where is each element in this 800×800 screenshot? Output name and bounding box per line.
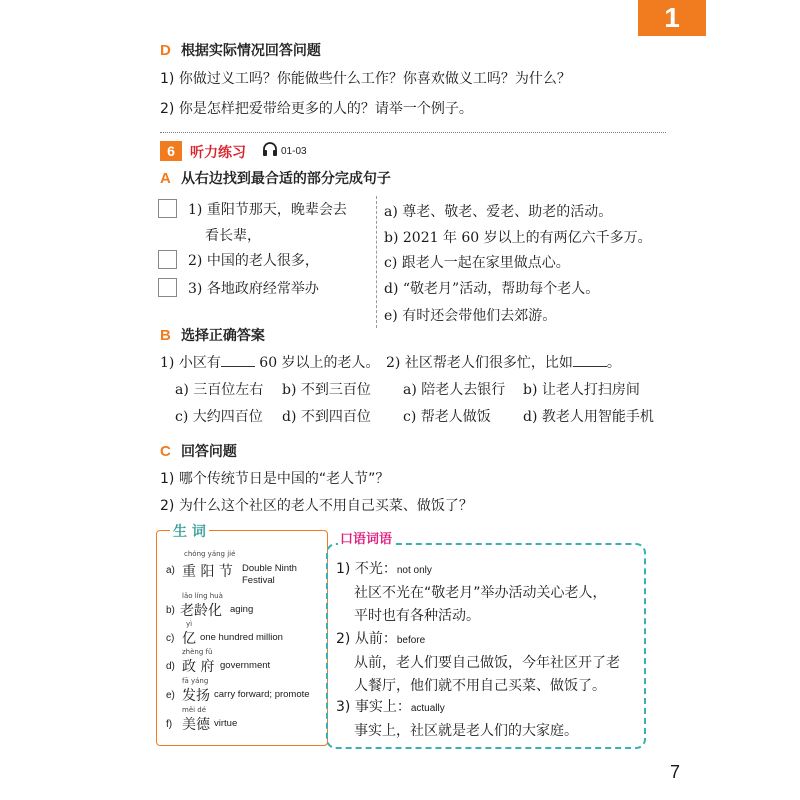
page-number: 7 [670, 762, 681, 782]
answer-blank-1[interactable] [221, 354, 255, 367]
oral-example-line: 平时也有各种活动。 [354, 608, 480, 624]
answer-box-3[interactable] [158, 278, 177, 297]
part-a-right-b: b) 2021 年 60 岁以上的有两亿六千多万。 [384, 230, 652, 246]
part-a-left-2: 2) 中国的老人很多， [188, 253, 319, 269]
vocab-item-a [180, 550, 235, 558]
vocab-word: 老龄化 [180, 603, 222, 619]
part-b-q1-suffix: 60 岁以上的老人。 [259, 355, 380, 371]
oral-english: actually [410, 703, 445, 714]
answer-box-2[interactable] [158, 250, 177, 269]
part-b-q2-option-a[interactable]: a) 陪老人去银行 [403, 382, 506, 398]
part-c-header [160, 441, 237, 461]
part-b-q1-option-d[interactable]: d) 不到四百位 [282, 409, 371, 425]
part-b-title: 选择正确答案 [180, 328, 265, 344]
vocab-english: one hundred million [200, 632, 283, 643]
part-b-q1-option-a[interactable]: a) 三百位左右 [175, 382, 264, 398]
part-a-right-a: a) 尊老、敬老、爱老、助老的活动。 [384, 204, 613, 220]
part-a-divider [376, 196, 377, 328]
part-b-q1-prefix: 1) 小区有 [160, 355, 221, 371]
vocab-label: b) [166, 605, 175, 616]
vocabulary-title: 生 词 [170, 521, 209, 541]
vocab-label: e) [166, 690, 175, 701]
section-d-question-1: 1) 你做过义工吗？你能做些什么工作？你喜欢做义工吗？为什么？ [160, 71, 571, 87]
oral-example-line: 社区不光在“敬老月”举办活动关心老人， [354, 585, 607, 601]
vocab-english: aging [230, 604, 254, 615]
section-d-question-2: 2) 你是怎样把爱带给更多的人的？请举一个例子。 [160, 101, 473, 117]
part-b-q2-option-b[interactable]: b) 让老人打扫房间 [523, 382, 640, 398]
vocab-english: virtue [214, 718, 238, 729]
part-c-question-2: 2) 为什么这个社区的老人不用自己买菜、做饭了？ [160, 498, 473, 514]
section-d-letter: D [160, 42, 171, 59]
section-divider [160, 132, 666, 133]
section-d-header [160, 40, 321, 60]
vocab-pinyin: fā yáng [182, 677, 209, 685]
oral-item-2-head [336, 628, 425, 648]
oral-item-1-head [336, 558, 432, 578]
part-b-header [160, 325, 265, 345]
oral-english: before [396, 635, 426, 646]
part-b-q1-option-b[interactable]: b) 不到三百位 [282, 382, 371, 398]
audio-track-number: 01-03 [281, 146, 307, 157]
part-a-left-1: 1) 重阳节那天，晚辈会去 [188, 202, 347, 218]
section-6-number: 6 [160, 141, 182, 161]
oral-term: 1) 不光： [336, 561, 397, 577]
vocab-label: c) [166, 633, 175, 644]
part-a-right-c: c) 跟老人一起在家里做点心。 [384, 255, 570, 271]
oral-english: not only [396, 565, 432, 576]
section-6-title: 听力练习 [190, 145, 246, 161]
part-a-title: 从右边找到最合适的部分完成句子 [180, 171, 391, 187]
vocab-label: a) [166, 565, 175, 576]
part-b-letter: B [160, 327, 171, 344]
vocab-pinyin: yì [186, 620, 193, 628]
answer-blank-2[interactable] [573, 354, 607, 367]
part-b-q1-option-c[interactable]: c) 大约四百位 [175, 409, 263, 425]
vocab-pinyin: lǎo líng huà [182, 592, 223, 600]
oral-item-3-head [336, 696, 445, 716]
oral-example-line: 事实上，社区就是老人们的大家庭。 [354, 723, 578, 739]
part-b-q2-prefix: 2) 社区帮老人们很多忙，比如 [386, 355, 573, 371]
vocab-pinyin: zhèng fǔ [182, 648, 213, 656]
part-a-letter: A [160, 170, 171, 187]
part-c-title: 回答问题 [180, 444, 237, 460]
part-c-question-1: 1) 哪个传统节日是中国的“老人节”？ [160, 471, 390, 487]
vocab-word: 亿 [182, 631, 196, 647]
oral-example-line: 从前，老人们要自己做饭，今年社区开了老 [354, 655, 620, 671]
part-b-q2-option-d[interactable]: d) 教老人用智能手机 [523, 409, 654, 425]
oral-term: 2) 从前： [336, 631, 397, 647]
oral-expressions-title: 口语词语 [338, 528, 394, 547]
answer-box-1[interactable] [158, 199, 177, 218]
part-a-header [160, 168, 391, 188]
vocab-label: d) [166, 661, 175, 672]
part-b-question-2 [386, 352, 621, 372]
vocab-label: f) [166, 719, 173, 730]
part-b-q2-suffix: 。 [606, 355, 621, 371]
vocab-english: carry forward; promote [214, 689, 310, 700]
section-d-title: 根据实际情况回答问题 [180, 43, 321, 59]
vocab-word: 发扬 [182, 688, 210, 704]
part-a-left-1b: 看长辈， [205, 228, 261, 244]
headphones-icon[interactable] [262, 141, 278, 161]
oral-example-line: 人餐厅，他们就不用自己买菜、做饭了。 [354, 678, 606, 694]
vocab-word: 政 府 [182, 659, 215, 675]
part-a-right-e: e) 有时还会带他们去郊游。 [384, 308, 557, 324]
vocab-english: Double Ninth [242, 563, 297, 574]
vocab-word: 美德 [182, 717, 210, 733]
vocab-pinyin: chóng yáng jié [184, 550, 236, 558]
part-b-q2-option-c[interactable]: c) 帮老人做饭 [403, 409, 491, 425]
vocab-word: 重 阳 节 [182, 564, 233, 580]
part-b-question-1 [160, 352, 380, 372]
part-a-right-d: d) “敬老月”活动，帮助每个老人。 [384, 281, 600, 297]
vocab-pinyin: měi dé [182, 706, 207, 714]
part-c-letter: C [160, 443, 171, 460]
vocab-english-2: Festival [242, 575, 275, 586]
vocab-english: government [220, 660, 271, 671]
part-a-left-3: 3) 各地政府经常举办 [188, 281, 319, 297]
oral-term: 3) 事实上： [336, 699, 411, 715]
chapter-tab: 1 [638, 0, 706, 36]
